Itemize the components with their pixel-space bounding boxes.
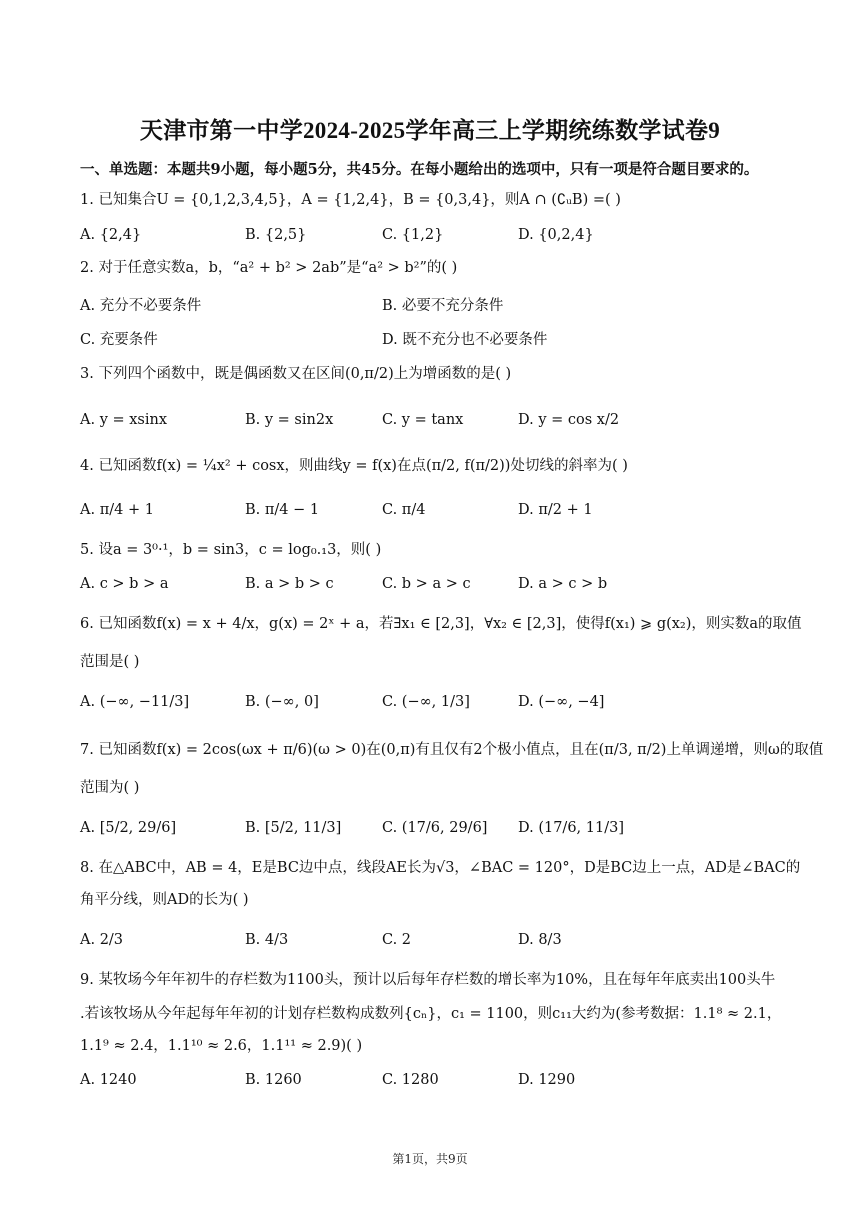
question-5-option-a[interactable]: A. c > b > a <box>80 576 169 592</box>
question-6-option-c[interactable]: C. (−∞, 1/3] <box>382 694 470 710</box>
question-1-stem: 1. 已知集合U = {0,1,2,3,4,5}，A = {1,2,4}，B = {0,3,4}，则A ∩ (∁ᵤB) =( ) <box>80 192 621 208</box>
question-7-option-d[interactable]: D. (17/6, 11/3] <box>518 820 624 836</box>
question-5-option-d[interactable]: D. a > c > b <box>518 576 608 592</box>
question-2-stem: 2. 对于任意实数a，b，“a² + b² > 2ab”是“a² > b²”的( ) <box>80 260 458 276</box>
question-9-stem-cont: .若该牧场从今年起每年年初的计划存栏数构成数列{cₙ}，c₁ = 1100，则c₁₁大约为(参考数据：1.1⁸ ≈ 2.1， <box>80 1006 782 1022</box>
question-9-option-d[interactable]: D. 1290 <box>518 1072 576 1088</box>
section-heading: 一、单选题：本题共9小题，每小题5分，共45分。在每小题给出的选项中，只有一项是符合题目要求的。 <box>80 161 759 178</box>
question-2-option-b[interactable]: B. 必要不充分条件 <box>382 298 504 314</box>
question-9-option-a[interactable]: A. 1240 <box>80 1072 137 1088</box>
question-1-option-b[interactable]: B. {2,5} <box>245 227 307 243</box>
question-2-option-d[interactable]: D. 既不充分也不必要条件 <box>382 332 548 348</box>
question-3-stem: 3. 下列四个函数中，既是偶函数又在区间(0,π/2)上为增函数的是( ) <box>80 366 512 382</box>
question-8-stem-cont: 角平分线，则AD的长为( ) <box>80 892 249 908</box>
question-6-option-d[interactable]: D. (−∞, −4] <box>518 694 605 710</box>
question-2-option-a[interactable]: A. 充分不必要条件 <box>80 298 202 314</box>
question-8-option-a[interactable]: A. 2/3 <box>80 932 124 948</box>
question-4-stem: 4. 已知函数f(x) = ¼x² + cosx，则曲线y = f(x)在点(π/2, f(π/2))处切线的斜率为( ) <box>80 458 628 474</box>
question-6-stem: 6. 已知函数f(x) = x + 4/x，g(x) = 2ˣ + a，若∃x₁ ∈ [2,3]，∀x₂ ∈ [2,3]，使得f(x₁) ⩾ g(x₂)，则实数a的取值 <box>80 616 802 632</box>
page-title: 天津市第一中学2024-2025学年高三上学期统练数学试卷9 <box>139 118 721 143</box>
question-4-option-d[interactable]: D. π/2 + 1 <box>518 502 593 518</box>
question-1-option-a[interactable]: A. {2,4} <box>80 227 142 243</box>
question-5-option-c[interactable]: C. b > a > c <box>382 576 471 592</box>
question-9-option-b[interactable]: B. 1260 <box>245 1072 302 1088</box>
question-8-option-c[interactable]: C. 2 <box>382 932 412 948</box>
question-1-option-d[interactable]: D. {0,2,4} <box>518 227 594 243</box>
question-8-stem: 8. 在△ABC中，AB = 4，E是BC边中点，线段AE长为√3，∠BAC = 120°，D是BC边上一点，AD是∠BAC的 <box>80 860 801 876</box>
question-3-option-b[interactable]: B. y = sin2x <box>245 412 334 428</box>
question-4-option-c[interactable]: C. π/4 <box>382 502 426 518</box>
question-1-option-c[interactable]: C. {1,2} <box>382 227 444 243</box>
question-9-stem: 9. 某牧场今年年初牛的存栏数为1100头，预计以后每年存栏数的增长率为10%，且在每年年底卖出100头牛 <box>80 972 776 988</box>
question-4-option-a[interactable]: A. π/4 + 1 <box>80 502 154 518</box>
question-6-stem-cont: 范围是( ) <box>80 654 140 670</box>
question-3-option-d[interactable]: D. y = cos x/2 <box>518 412 620 428</box>
page-footer: 第1页，共9页 <box>392 1152 468 1166</box>
question-4-option-b[interactable]: B. π/4 − 1 <box>245 502 320 518</box>
question-6-option-b[interactable]: B. (−∞, 0] <box>245 694 319 710</box>
question-6-option-a[interactable]: A. (−∞, −11/3] <box>80 694 190 710</box>
question-8-option-b[interactable]: B. 4/3 <box>245 932 289 948</box>
question-3-option-c[interactable]: C. y = tanx <box>382 412 464 428</box>
question-5-stem: 5. 设a = 3⁰·¹，b = sin3，c = log₀.₁3，则( ) <box>80 542 382 558</box>
question-9-option-c[interactable]: C. 1280 <box>382 1072 439 1088</box>
question-7-stem-cont: 范围为( ) <box>80 780 140 796</box>
question-8-option-d[interactable]: D. 8/3 <box>518 932 562 948</box>
question-7-option-b[interactable]: B. [5/2, 11/3] <box>245 820 342 836</box>
question-7-option-c[interactable]: C. (17/6, 29/6] <box>382 820 488 836</box>
question-7-stem: 7. 已知函数f(x) = 2cos(ωx + π/6)(ω > 0)在(0,π)有且仅有2个极小值点，且在(π/3, π/2)上单调递增，则ω的取值 <box>80 742 824 758</box>
question-3-option-a[interactable]: A. y = xsinx <box>80 412 168 428</box>
question-5-option-b[interactable]: B. a > b > c <box>245 576 334 592</box>
question-9-stem-cont2: 1.1⁹ ≈ 2.4，1.1¹⁰ ≈ 2.6，1.1¹¹ ≈ 2.9)( ) <box>80 1038 363 1054</box>
question-2-option-c[interactable]: C. 充要条件 <box>80 332 158 348</box>
question-7-option-a[interactable]: A. [5/2, 29/6] <box>80 820 177 836</box>
